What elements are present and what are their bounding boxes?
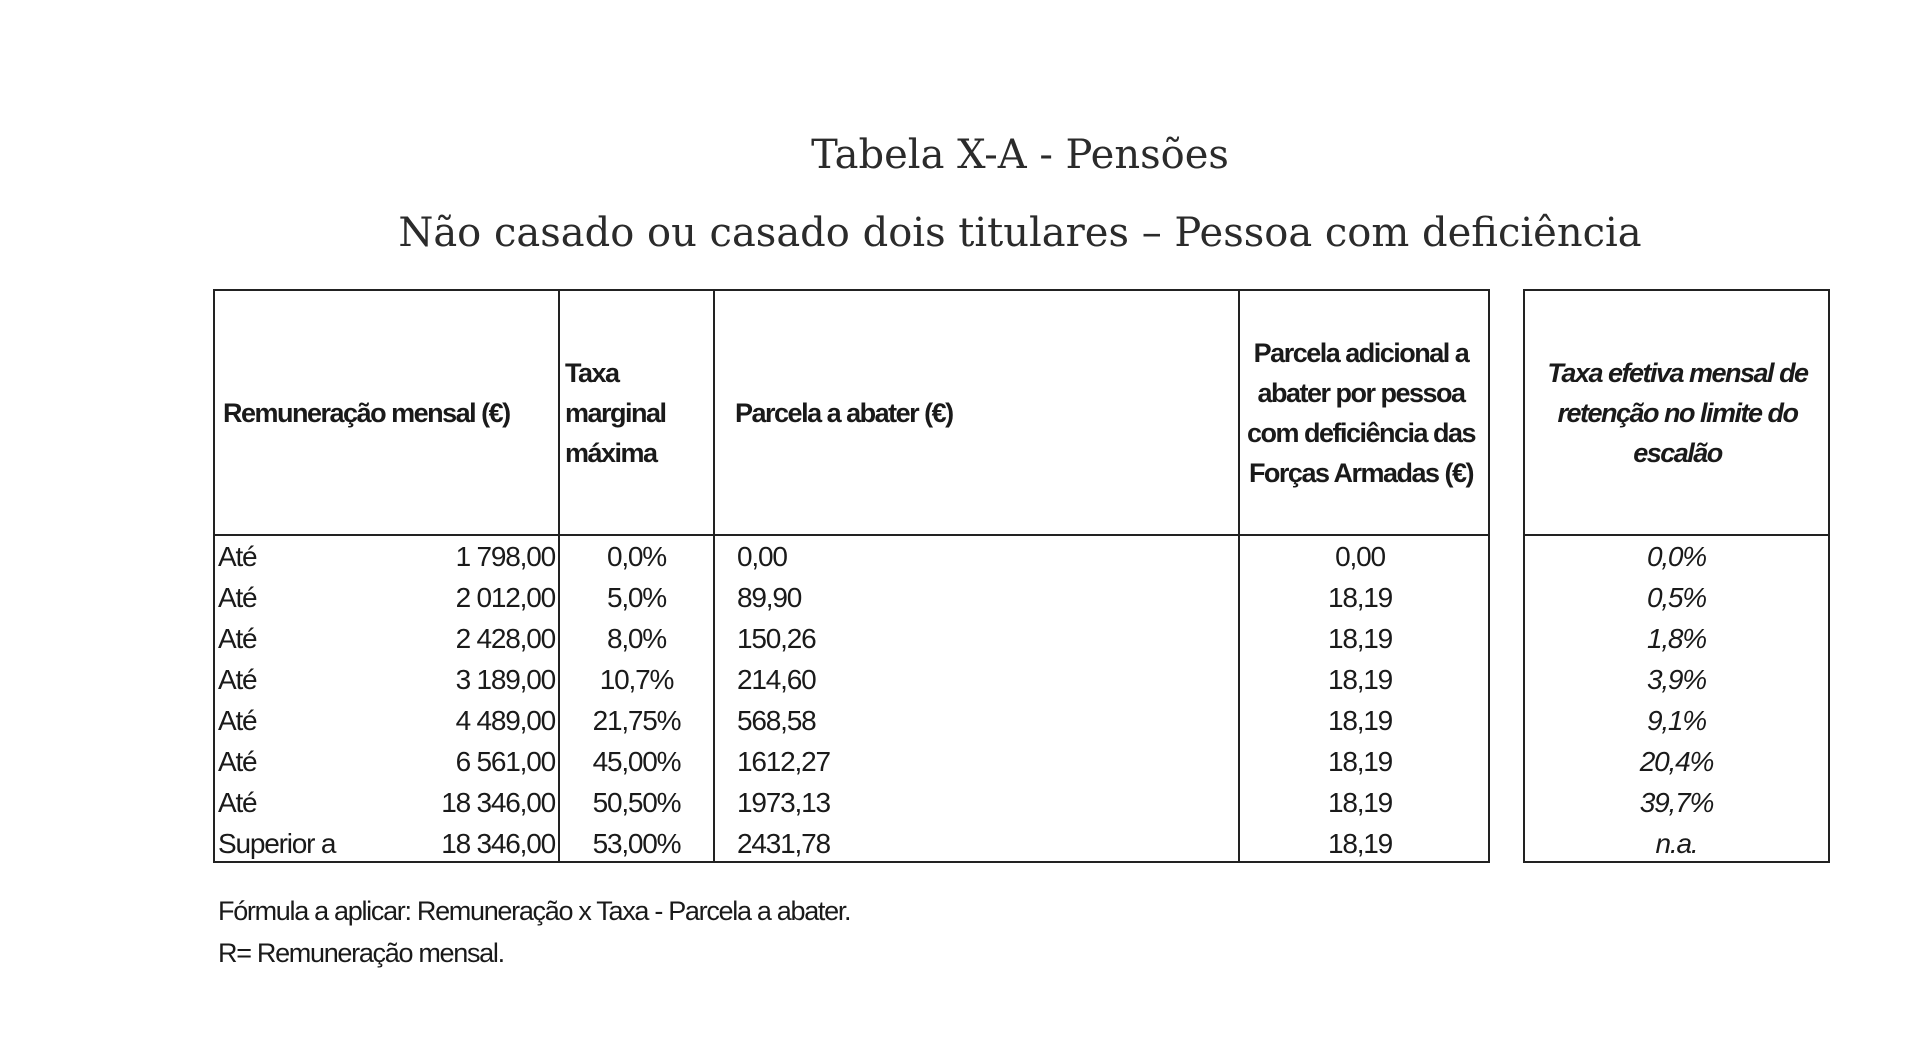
row-taxa-efetiva: 0,5% [1646, 582, 1707, 613]
header-taxa-marginal: Taxa marginal máxima [565, 357, 666, 468]
formula-note: Fórmula a aplicar: Remuneração x Taxa - Parcela a abater. [218, 896, 851, 926]
row-label: Até [218, 746, 257, 777]
row-limit: 2 428,00 [455, 623, 555, 654]
row-label: Até [218, 582, 257, 613]
row-parcela-adicional: 18,19 [1327, 664, 1393, 695]
effective-rate-table [1523, 289, 1830, 863]
row-taxa-marginal: 10,7% [599, 664, 674, 695]
header-parcela: Parcela a abater (€) [735, 397, 953, 428]
row-taxa-marginal: 45,00% [592, 746, 681, 777]
row-label: Superior a [218, 828, 336, 859]
row-parcela: 0,00 [737, 541, 787, 572]
row-label: Até [218, 623, 257, 654]
row-parcela: 2431,78 [737, 828, 830, 859]
row-parcela: 1612,27 [737, 746, 830, 777]
row-taxa-marginal: 50,50% [592, 787, 681, 818]
row-limit: 3 189,00 [455, 664, 555, 695]
row-label: Até [218, 705, 257, 736]
row-taxa-efetiva: 3,9% [1646, 664, 1707, 695]
row-limit: 6 561,00 [455, 746, 555, 777]
page-subtitle: Não casado ou casado dois titulares – Pessoa com deficiência [398, 210, 1642, 256]
row-parcela: 89,90 [737, 582, 802, 613]
row-parcela: 568,58 [737, 705, 816, 736]
row-limit: 2 012,00 [455, 582, 555, 613]
row-parcela: 150,26 [737, 623, 816, 654]
row-parcela: 214,60 [737, 664, 816, 695]
row-taxa-efetiva: 39,7% [1639, 787, 1714, 818]
header-parcela-adicional: Parcela adicional a abater por pessoa com deficiência das Forças Armadas (€) [1246, 337, 1476, 488]
row-parcela-adicional: 18,19 [1327, 787, 1393, 818]
r-note: R= Remuneração mensal. [218, 938, 504, 968]
header-taxa-efetiva: Taxa efetiva mensal de retenção no limite do escalão [1547, 357, 1808, 468]
header-divider [1525, 534, 1828, 536]
row-parcela-adicional: 18,19 [1327, 705, 1393, 736]
row-label: Até [218, 664, 257, 695]
header-remuneracao: Remuneração mensal (€) [223, 397, 510, 428]
row-parcela-adicional: 0,00 [1335, 541, 1385, 572]
row-taxa-marginal: 21,75% [592, 705, 681, 736]
row-taxa-marginal: 5,0% [606, 582, 667, 613]
row-label: Até [218, 541, 257, 572]
row-parcela-adicional: 18,19 [1327, 746, 1393, 777]
row-parcela-adicional: 18,19 [1327, 828, 1393, 859]
row-taxa-efetiva: 0,0% [1646, 541, 1707, 572]
row-taxa-efetiva: 1,8% [1646, 623, 1707, 654]
row-taxa-marginal: 53,00% [592, 828, 681, 859]
row-taxa-marginal: 8,0% [606, 623, 667, 654]
row-taxa-efetiva: n.a. [1655, 828, 1698, 859]
tax-table [213, 289, 1490, 863]
row-parcela: 1973,13 [737, 787, 830, 818]
header-divider [215, 534, 1488, 536]
row-limit: 18 346,00 [441, 787, 555, 818]
page-title: Tabela X-A - Pensões [811, 132, 1229, 178]
row-limit: 1 798,00 [455, 541, 555, 572]
row-label: Até [218, 787, 257, 818]
row-limit: 4 489,00 [455, 705, 555, 736]
row-parcela-adicional: 18,19 [1327, 623, 1393, 654]
row-taxa-efetiva: 20,4% [1639, 746, 1714, 777]
column-divider [713, 291, 715, 861]
row-taxa-efetiva: 9,1% [1646, 705, 1707, 736]
row-taxa-marginal: 0,0% [606, 541, 667, 572]
row-parcela-adicional: 18,19 [1327, 582, 1393, 613]
row-limit: 18 346,00 [441, 828, 555, 859]
